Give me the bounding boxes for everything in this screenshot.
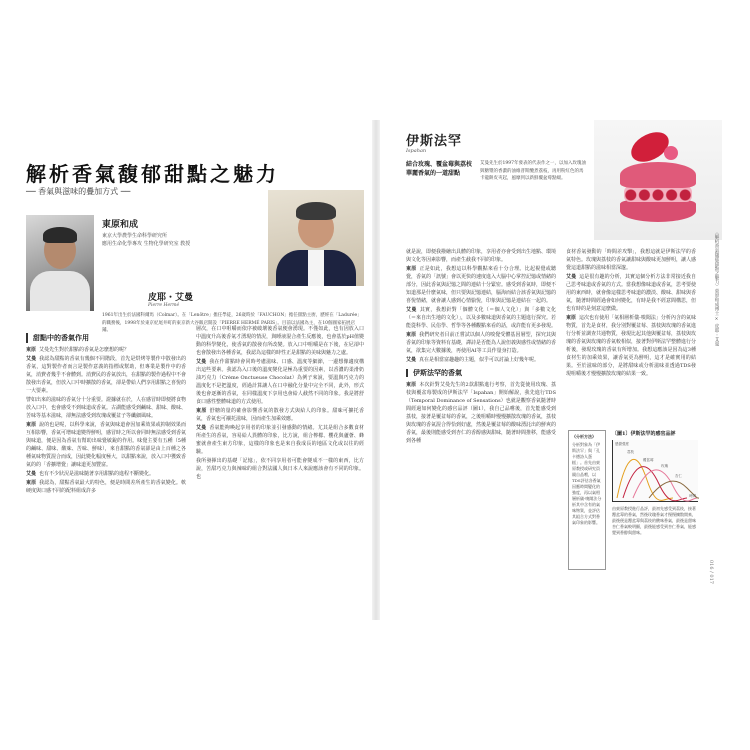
page-number: 016 / 017 <box>708 560 714 584</box>
ispahan-photo <box>594 120 722 240</box>
paragraph-text: 我們研究者目前正嘗試以個人的嗅覺受體基因層型，探究其與香氣的印象等資料有基礎，譯詩是否能為人說但義與感性或情緒的香氣，欲集完大數據後，再使用AI等工具作量身打造。 <box>406 332 556 354</box>
paragraph <box>406 265 556 305</box>
right-column-2 <box>566 248 696 428</box>
portrait-herme <box>268 190 364 286</box>
paragraph-text: 這是很有趣的分析，其實這個分析方法非常接近我自己思考味道或香氣的方式。當我想像味道或香氣，思考要使用的東西時，就會像這樣思考味道的濃淡、酸味、甜味與香氣，隨著時間經過會如何變化，有時是我不經意間構思，但也有時的是刻意這麼做。 <box>566 274 696 312</box>
book-gutter <box>372 120 380 620</box>
paragraph <box>196 358 364 406</box>
figure-series-1: 覆盆莓 <box>643 458 654 462</box>
page-title: 解析香氣馥郁甜點之魅力 <box>26 162 279 186</box>
paragraph-text: 其實，我想針對「個體文化（＝個人文化）」與「多數文化（＝來自出生地的文化）」，以及多數味道與香氣的主題進行探究。若能從科學、民俗學、哲學等各種觀點來看的話，或許能有更多發現。 <box>406 307 556 329</box>
paragraph <box>196 325 364 357</box>
paragraph-text: 我認為，甜點香氣最大的特色，便是時間差所產生的香氣變化。軟硬度與口感不同的配料組成許多 <box>26 480 186 494</box>
paragraph <box>196 424 364 456</box>
profile-name-2: 皮耶・艾曼 <box>148 293 194 303</box>
paragraph-text: 香氣能夠喚起享用者的印象並引發感動的情緒。尤其是組合多數食材所產生的香氣，容易給人異體的印象，比方說，組合檸檬、櫻花與蘆薈、蜂蜜就會產生東方印象，這樣的印象也是來自我成長的地區文化或以往的經驗。 <box>196 425 364 455</box>
paragraph <box>566 248 696 272</box>
paragraph-text: 說的也是呢，以科學來說，香氣與味道會因加乘效果或抑制效果而互相影響，香氣可增味道變得鮮明，感冒時之所以會同時無法感受到香氣與味道，便是因為香氣有幫助出味覺敏銳的作用。味覺主要有五種（5種的鹹味、甜味、酸味、苦味、鮮味），來自甜點的香氣卻是由上百種之各種氣味物質混合而成，因此變化幅度極大，以甜點來說，放入口中獲致香氣的的「香擴增覺」讓味道更加豐富。 <box>26 422 186 468</box>
paragraph <box>26 479 186 495</box>
paragraph <box>406 306 556 330</box>
speaker-label: 東原 <box>26 480 37 486</box>
figure-title: 〔圖1〕伊斯法罕的感官品評 <box>612 431 676 437</box>
left-page <box>22 120 367 620</box>
section-heading: 甜點中的香氣作用 <box>26 333 89 343</box>
paragraph-text: 舒糖的量的確會影響香氣的散發方式與給人的印象。甜味可擴托香氣，香氣也可襯托滋味，因而產生加乘效應。 <box>196 408 364 422</box>
right-page <box>384 120 728 620</box>
analysis-method-note <box>568 430 606 570</box>
speaker-label: 艾曼 <box>26 356 37 362</box>
figure-caption: 由東原教授進行品評，最初先感受到荔枝，接著覆盆莓的香氣，然後玫瑰香氣才慢慢擴散開來，最後便是覆盆莓與荔枝的酸味香氣，最後是甜味杏仁香氣較明顯，最後能感受到杏仁香氣，能感覺到香醇與甜味。 <box>612 506 696 535</box>
curve-rose <box>633 470 697 501</box>
note-title: 《分析方法》 <box>572 434 596 439</box>
figure-series-0: 荔枝 <box>627 450 634 454</box>
paragraph-text: 層次，在口中咀嚼而依序被破壞後香氣便會湧現。不僅如此，也有因放入口中溫度升高後香氣才湧現的情況，與睡液混合產生反應後，也會基於pH值變動的科學變化，使香氣的散發有所改變。放入口中咀嚼是在下後，在尼卻中也會散發出各種香氣，我認為這樣的時性正是甜點的美味與魅力之處。 <box>196 326 364 356</box>
paragraph-text: 這次也有使用「氣相層析儀-嗅聞法」分析內含的氣味物質，首先是食材，我分別對覆盆莓、荔枝與玫瑰的香氣進行分析並調查共通物質，發現比起其他與覆盆莓，荔枝與玫瑰的香氣與玫瑰的香氣較相似，接著對伊斯法罕整體進行分析後，發現玫瑰的香氣有所增加。我想這應該是因為這3種食材生的加乘效果，讓香氣更為鮮明，這才是確實用的結果。至於滋味的部分，是將甜味或分析滋味並透過TDS發現咀嚼後才慢慢擴散玫瑰的結果一致。 <box>566 315 696 377</box>
profile-roman-2: Pierre Hermé <box>148 303 180 308</box>
recipe-title: 伊斯法罕 <box>406 134 463 149</box>
paragraph <box>196 407 364 423</box>
paragraph-text: 本次針對艾曼先生的2款甜點進行考察，首先從使用玫瑰、荔枝與覆盆莓製成的伊斯法罕「Ispahan」開始解說，我先進行TDS（Temporal Dominance of Sensations）也就是觀察香氣隨著時間經過如何變化的感官品評（圖1），我自己品嚐後，首先能感受到荔枝，接著是覆盆莓的香氣，之後咀嚼時慢慢擴散玫瑰的香氣，荔枝與玫瑰的香氣混合得恰到好處，然後是覆盆莓的酸味湧託出的鮮爽的香氣，最後則能感受到杏仁的香醇感與甜味，隨著時間推移，能感受到各種 <box>406 382 556 444</box>
paragraph-text: 艾曼先生對於甜點的香氣是怎麼想的呢？ <box>39 347 130 353</box>
figure-1 <box>612 430 698 570</box>
speaker-label: 艾曼 <box>26 471 37 477</box>
portrait-higashihara <box>26 215 94 311</box>
running-title: 〈解析香氣馥郁甜點之魅力〉東原和成博士 × 皮耶・艾曼 <box>714 230 719 346</box>
figure-graph <box>612 440 698 502</box>
paragraph <box>406 356 556 364</box>
speaker-label: 艾曼 <box>196 425 207 431</box>
paragraph <box>566 314 696 378</box>
paragraph <box>26 355 186 395</box>
recipe-tagline: 結合玫瑰、覆盆莓與荔枝 華麗香氣的一道甜點 <box>406 161 473 177</box>
paragraph-text: 食材香氣發動的「時間差攻擊」，我想這就是伊斯法罕的香氣特色。玫瑰與荔枝的香氣讓甜味與酸味更加鮮明，讓人感覺這道甜點的滋味相當深邃。 <box>566 249 696 271</box>
paragraph <box>196 457 364 481</box>
profile-bio-2: 1961年出生於法國科爾馬（Colmar）。在「Lenôtre」擔任學徒，26歲時於「FAUCHON」擔任甜點主廚，歷經在「Ladurée」的職務後，1998年於東京紀尾井町的東京新大谷飯店開設「PIERRE HERMÉ PARIS」。目前以法國為主，在10個國家拓展店鋪。 <box>102 313 362 333</box>
curve-raspberry <box>623 467 687 501</box>
figure-series-2: 玫瑰 <box>661 464 668 468</box>
book-spread <box>22 120 728 620</box>
profile-name-1: 東原和成 <box>102 220 139 230</box>
paragraph-text: 正是如此，我想這以科學觀點來看十分合理。比起視覺或聽覺，香氣的「訊號」會以更快的速度進入大腦中心掌控記憶或情緒的部分，因此香氣與記憶之間的連結十分緊密。感受到香氣時，即便不知道那是什麼氣味，但只要與記憶連結，腦海而結合該香氣與記憶的喜悅情緒，就會讓人感到心情愉悅，印象與記憶是連結在一起的。 <box>406 266 556 304</box>
paragraph-text: 就是說，即便我撥繪出具體的印象，享用者亦會受到出生地點、環境與文化等因素影響，而產生截我不同的印象。 <box>406 249 556 263</box>
recipe-intro: 艾曼先生於1997年發表的代表作之一，以加入玫瑰油與糖漿的香濃的油維普斯醃煮荔枝，再用粉紅色的馬卡龍餅皮夾起，風靡到以新鮮覆盆莓點綴。 <box>480 161 586 181</box>
paragraph <box>26 470 186 478</box>
speaker-label: 東原 <box>26 422 37 428</box>
paragraph-text: 我在作甜點時會同時考慮滋味、口感、溫度等細節，一邊想像適度構出這些要素。我認為入口後的溫度變化是極為重要的因素，以香濃的柔滑奶油巧克力（Crème Onctueuse Chocolat）為例子來說，要溫與巧克力的溫度化不是把溫度，經過計算讓人在口中融化分量中完全不同，此外，形式後也會逐漸的香氣，在同樣溫度下享用也會給人截然不同的印象。我是將舒食口感性整體味道的方式使用。 <box>196 359 364 405</box>
paragraph <box>406 381 556 445</box>
page-subtitle: ── 香氣與滋味的疊加方式 ── <box>26 187 131 196</box>
figure-curves <box>613 440 699 502</box>
paragraph <box>406 331 556 355</box>
figure-series-3: 杏仁 <box>675 474 682 478</box>
left-column-1 <box>26 346 186 606</box>
paragraph <box>26 396 186 420</box>
speaker-label: 東原 <box>406 382 417 388</box>
paragraph <box>26 346 186 354</box>
paragraph-text: 譬如出來的滋味的香氣分十分重要。證據就在於，人在感冒時即便將食物放入口中，也會感受不到味道或香氣。古湖能感受到鹹味、甜味、酸味、苦味等基本滋味，卻無法感受到玫瑰或覆盆子等纖細風味。 <box>26 397 186 419</box>
speaker-label: 艾曼 <box>406 357 417 363</box>
paragraph-text: 也有不少狀況是滋味隨著享用甜點的進程不斷變化。 <box>39 471 155 477</box>
paragraph <box>26 421 186 469</box>
paragraph-text: 我認為甜點的香氣有幾個不同階段，首先是烘烤等製作中散發出的香氣，這對製作者而言是製作意義的指標或幫助，但專業是製作中的香氣，消費者幾乎不會體到。消費民的香氣放出，在甜點的製作過程中不會散發出香氣，但放入口中時擴散的香氣，卻是帶給人們享用甜點之喜悅的一大要素。 <box>26 356 186 394</box>
left-column-2 <box>196 325 364 606</box>
paragraph-text: 我所發揮出的基礎「記憶」，依不同享用者可能會變成不一樣的東西，比方說，苦甜巧克力與辣味的組合對法國人與日本人來說應該會有不同的印象。也 <box>196 458 364 480</box>
speaker-label: 東原 <box>566 315 577 321</box>
profile-affiliation-1: 東京大學農學生命科學研究所 應用生命化學專攻 生物化學研究室 教授 <box>102 233 191 247</box>
recipe-roman: Ispahan <box>406 148 427 154</box>
speaker-label: 艾曼 <box>406 307 417 313</box>
figure-x-label: 時間 <box>689 494 696 498</box>
paragraph <box>406 248 556 264</box>
speaker-label: 艾曼 <box>196 359 207 365</box>
speaker-label: 東原 <box>406 332 417 338</box>
section-heading-ispahan: 伊斯法罕的香氣 <box>406 369 556 377</box>
speaker-label: 東原 <box>406 266 417 272</box>
speaker-label: 東原 <box>196 408 207 414</box>
figure-y-label: 感覺強度 <box>615 442 629 446</box>
note-text: 分析對象為「伊斯法罕」與「孔卡德詩人蛋糕」。首先由東原教授或研究員親自品嚐，以TDS評估各香氣因應時間變化的強度，再以氣相層析儀-嗅聞法分析其中含有的氣味物質，並評估其組合方式對香氣印象的影響。 <box>572 442 602 525</box>
right-column-1 <box>406 248 556 608</box>
paragraph <box>566 273 696 313</box>
paragraph-text: 真在是相當富趣趣的主題，似乎可以討論上好幾年呢。 <box>419 357 540 363</box>
speaker-label: 艾曼 <box>566 274 577 280</box>
speaker-label: 東原 <box>26 347 37 353</box>
